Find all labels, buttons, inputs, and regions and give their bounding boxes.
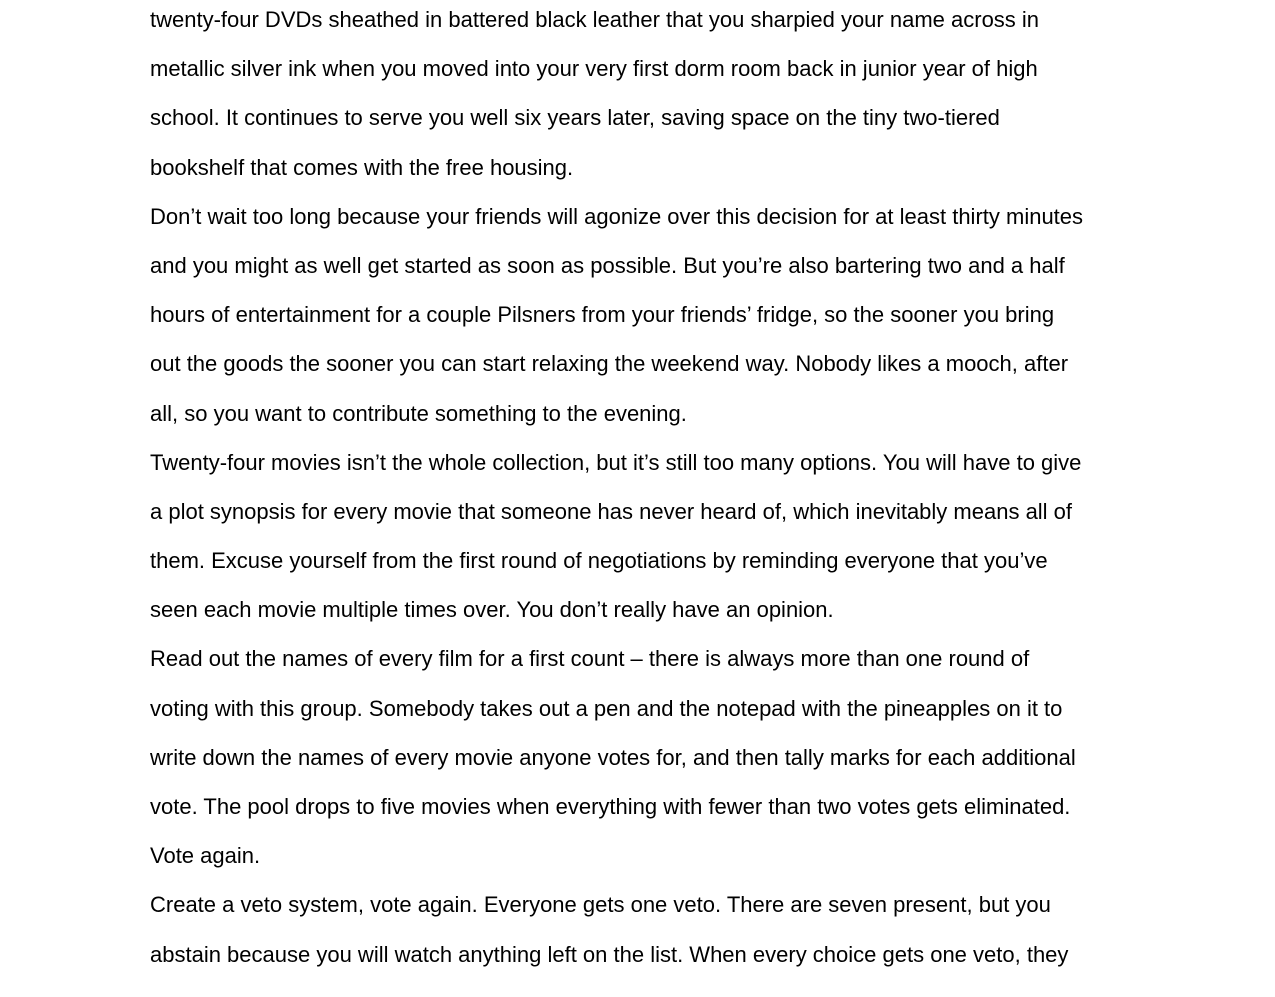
text-line: all, so you want to contribute something to the evening. bbox=[150, 400, 687, 426]
text-line: Read out the names of every film for a first count – there is always more than one round of bbox=[150, 646, 1030, 672]
text-line: school. It continues to serve you well six years later, saving space on the tiny two-tiered bbox=[150, 105, 1000, 131]
text-line: abstain because you will watch anything left on the list. When every choice gets one veto, they bbox=[150, 941, 1069, 967]
text-line: Vote again. bbox=[150, 843, 261, 869]
text-line: voting with this group. Somebody takes out a pen and the notepad with the pineapples on it to bbox=[150, 695, 1063, 721]
paragraph-dont-wait bbox=[150, 192, 1140, 438]
text-line: write down the names of every movie anyone votes for, and then tally marks for each additional bbox=[150, 744, 1076, 770]
text-line: metallic silver ink when you moved into your very first dorm room back in junior year of high bbox=[150, 56, 1038, 82]
text-line: vote. The pool drops to five movies when everything with fewer than two votes gets eliminated. bbox=[150, 794, 1071, 819]
text-line: bookshelf that comes with the free housing. bbox=[150, 154, 574, 180]
text-line: Twenty-four movies isn’t the whole collection, but it’s still too many options. You will have to give bbox=[150, 449, 1082, 475]
text-line: Create a veto system, vote again. Everyone gets one veto. There are seven present, but you bbox=[150, 892, 1051, 918]
text-line: a plot synopsis for every movie that someone has never heard of, which inevitably means all of bbox=[150, 498, 1073, 524]
text-line: them. Excuse yourself from the first round of negotiations by reminding everyone that you’ve bbox=[150, 548, 1048, 574]
paragraph-twenty-four-movies bbox=[150, 438, 1140, 635]
text-line: seen each movie multiple times over. You don’t really have an opinion. bbox=[150, 597, 834, 623]
paragraph-first-count bbox=[150, 634, 1140, 880]
text-line: Don’t wait too long because your friends will agonize over this decision for at least thirty minutes bbox=[150, 203, 1084, 229]
paragraph-dvd-case bbox=[150, 0, 1140, 192]
text-line: and you might as well get started as soon as possible. But you’re also bartering two and a half bbox=[150, 252, 1065, 278]
paragraph-veto-system bbox=[150, 880, 1140, 978]
document-body bbox=[150, 0, 1140, 979]
text-line: hours of entertainment for a couple Pilsners from your friends’ fridge, so the sooner you bring bbox=[150, 302, 1055, 328]
text-line: out the goods the sooner you can start relaxing the weekend way. Nobody likes a mooch, after bbox=[150, 351, 1069, 377]
text-line: twenty-four DVDs sheathed in battered black leather that you sharpied your name across in bbox=[150, 7, 1040, 32]
